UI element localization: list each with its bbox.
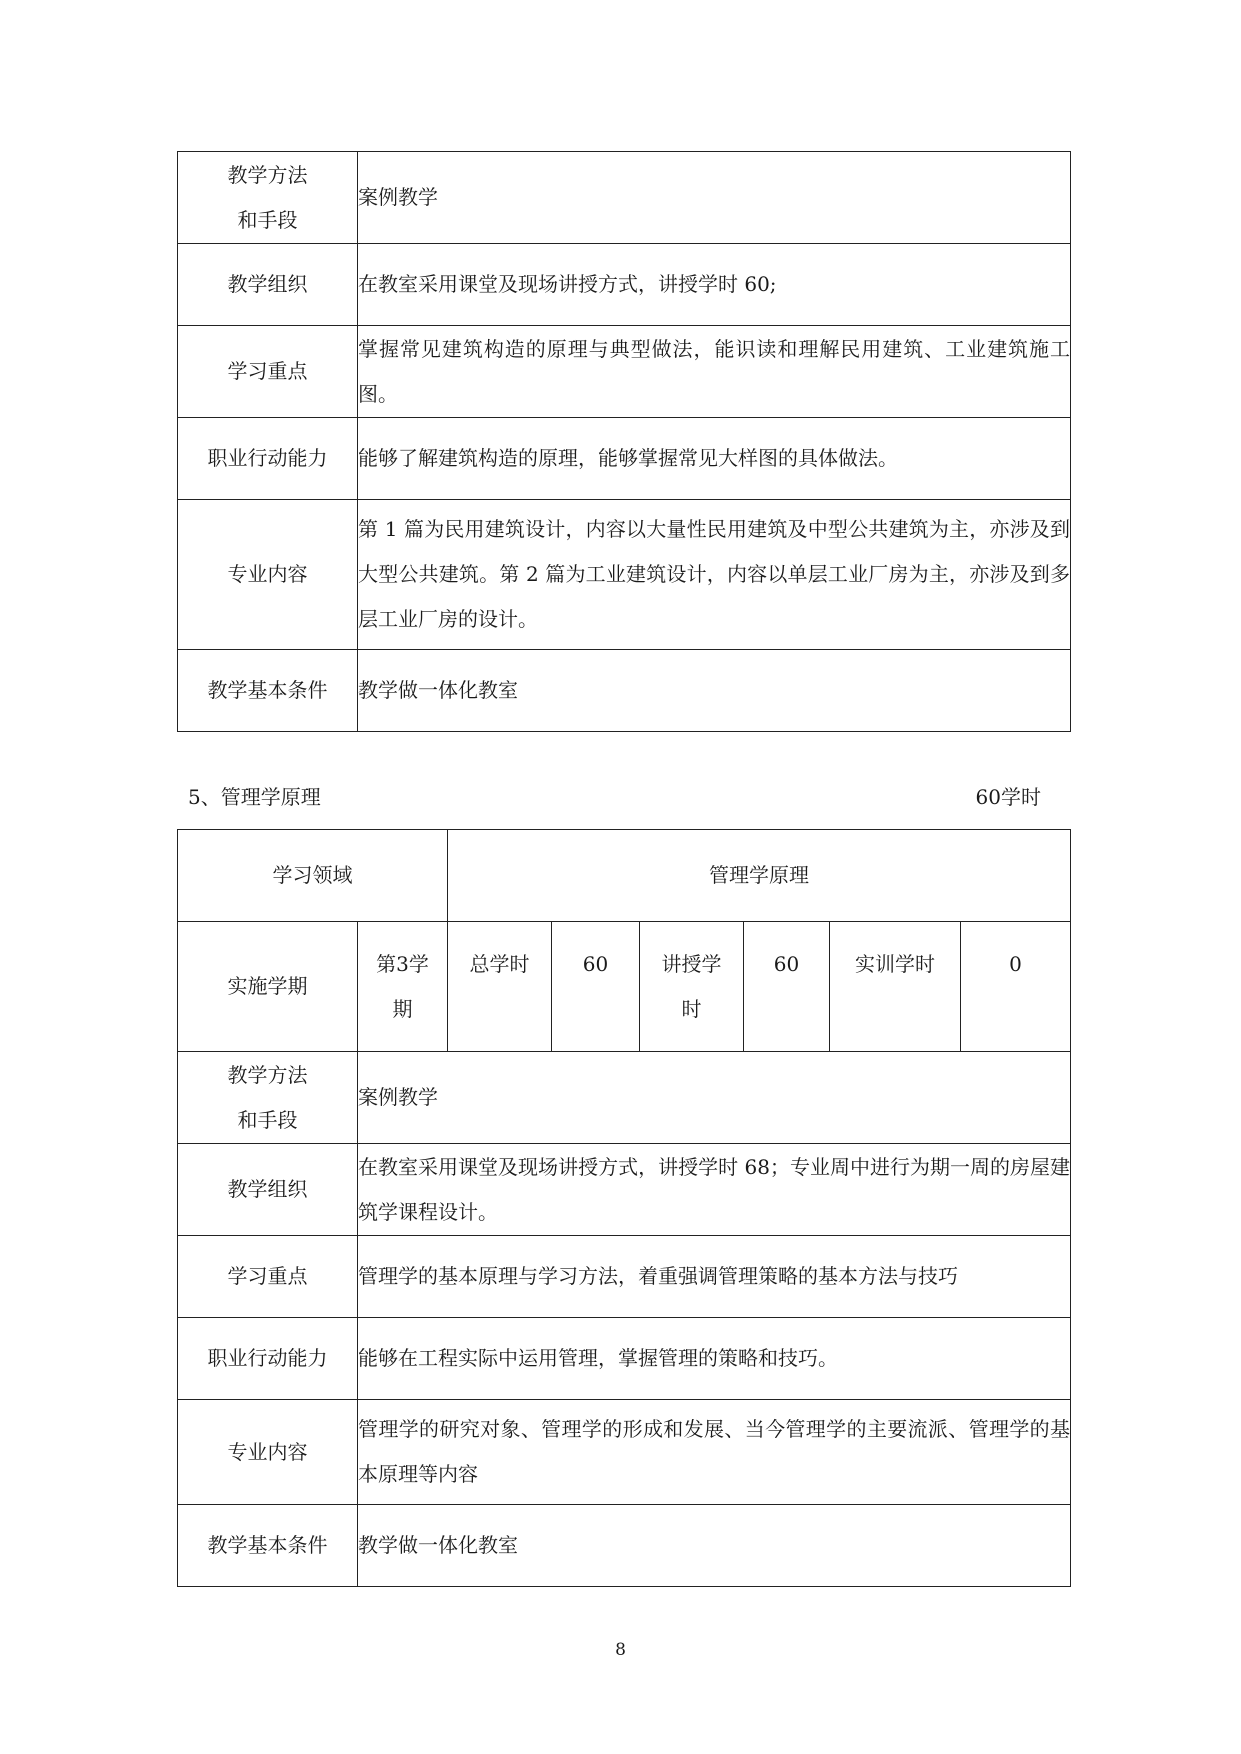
- table-row: [178, 326, 1071, 418]
- section-title: 5、管理学原理: [188, 785, 321, 809]
- row-content-teaching-method: 案例教学: [358, 1052, 1071, 1144]
- table-row: [178, 1505, 1071, 1587]
- total-hours-value: 60: [552, 922, 640, 1052]
- row-content-teaching-method: 案例教学: [358, 152, 1071, 244]
- table-row: [178, 1144, 1071, 1236]
- lecture-hours-value: 60: [744, 922, 830, 1052]
- row-content-basic-conditions: 教学做一体化教室: [358, 650, 1071, 732]
- table-row: [178, 500, 1071, 650]
- table-row: [178, 1318, 1071, 1400]
- table-row: [178, 152, 1071, 244]
- section-hours: 60学时: [975, 785, 1041, 809]
- row-content-vocational-ability: 能够了解建筑构造的原理，能够掌握常见大样图的具体做法。: [358, 418, 1071, 500]
- table-row: [178, 1400, 1071, 1505]
- lecture-hours-label: 讲授学 时: [640, 922, 744, 1052]
- training-hours-value: 0: [961, 922, 1071, 1052]
- row-label-basic-conditions: 教学基本条件: [178, 1505, 358, 1587]
- semester-value: 第3学 期: [358, 922, 448, 1052]
- row-label-teaching-method: 教学方法 和手段: [178, 1052, 358, 1144]
- table-row: [178, 1052, 1071, 1144]
- row-label-professional-content: 专业内容: [178, 500, 358, 650]
- row-content-teaching-organization: 在教室采用课堂及现场讲授方式，讲授学时 68；专业周中进行为期一周的房屋建筑学课程设计。: [358, 1144, 1071, 1236]
- course-table-continued: [177, 151, 1071, 732]
- total-hours-label: 总学时: [448, 922, 552, 1052]
- row-label-vocational-ability: 职业行动能力: [178, 1318, 358, 1400]
- table-row: [178, 650, 1071, 732]
- row-content-learning-focus: 掌握常见建筑构造的原理与典型做法，能识读和理解民用建筑、工业建筑施工图。: [358, 326, 1071, 418]
- semester-label: 实施学期: [178, 922, 358, 1052]
- table-row: [178, 922, 1071, 1052]
- page-number: 8: [615, 1640, 626, 1660]
- table-row: [178, 1236, 1071, 1318]
- row-label-vocational-ability: 职业行动能力: [178, 418, 358, 500]
- table-row: [178, 830, 1071, 922]
- row-content-vocational-ability: 能够在工程实际中运用管理，掌握管理的策略和技巧。: [358, 1318, 1071, 1400]
- row-label-teaching-organization: 教学组织: [178, 244, 358, 326]
- row-label-professional-content: 专业内容: [178, 1400, 358, 1505]
- training-hours-label: 实训学时: [830, 922, 961, 1052]
- table-row: [178, 418, 1071, 500]
- course-table-management: [177, 829, 1071, 1587]
- row-content-basic-conditions: 教学做一体化教室: [358, 1505, 1071, 1587]
- row-label-learning-focus: 学习重点: [178, 1236, 358, 1318]
- row-label-basic-conditions: 教学基本条件: [178, 650, 358, 732]
- row-content-learning-focus: 管理学的基本原理与学习方法，着重强调管理策略的基本方法与技巧: [358, 1236, 1071, 1318]
- row-label-teaching-organization: 教学组织: [178, 1144, 358, 1236]
- row-label-learning-focus: 学习重点: [178, 326, 358, 418]
- row-label-teaching-method: 教学方法 和手段: [178, 152, 358, 244]
- row-content-professional-content: 第 1 篇为民用建筑设计，内容以大量性民用建筑及中型公共建筑为主，亦涉及到大型公共建筑。第 2 篇为工业建筑设计，内容以单层工业厂房为主，亦涉及到多层工业厂房的设计。: [358, 500, 1071, 650]
- row-content-professional-content: 管理学的研究对象、管理学的形成和发展、当今管理学的主要流派、管理学的基本原理等内容: [358, 1400, 1071, 1505]
- domain-value: 管理学原理: [448, 830, 1071, 922]
- domain-label: 学习领域: [178, 830, 448, 922]
- row-content-teaching-organization: 在教室采用课堂及现场讲授方式，讲授学时 60;: [358, 244, 1071, 326]
- table-row: [178, 244, 1071, 326]
